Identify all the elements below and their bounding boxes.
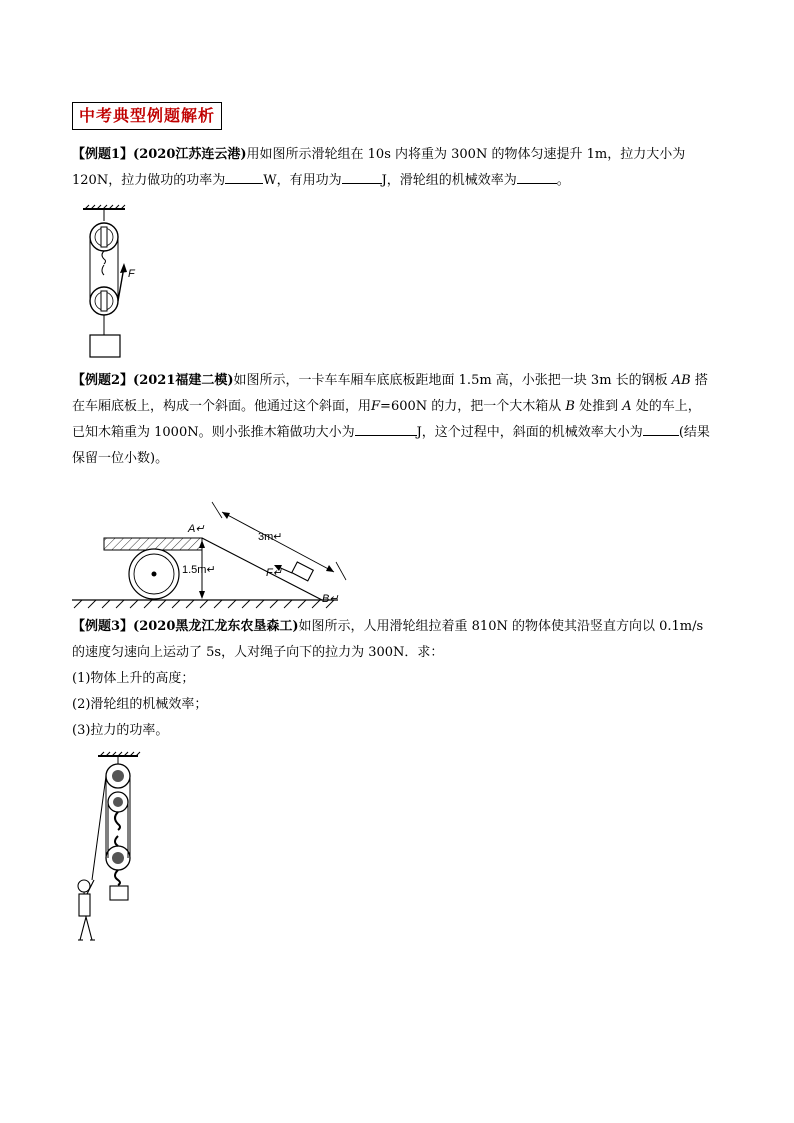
example-2-text-b: 搭 xyxy=(690,373,708,388)
example-1-tag: 【例题1】 xyxy=(72,147,134,162)
example-2-text-A: A xyxy=(622,399,632,414)
question-1: (1)物体上升的高度； xyxy=(72,671,195,686)
example-2-text-ab: AB xyxy=(671,373,691,388)
example-2-text-f: F xyxy=(371,399,381,414)
example-2-text-d: =600N 的力，把一个大木箱从 xyxy=(380,399,566,414)
example-2-text-e: 处推到 xyxy=(574,399,623,414)
example-2-text-g: 处的车上， xyxy=(631,399,701,414)
example-2-line-3 xyxy=(72,420,732,446)
truck-bed xyxy=(104,538,202,550)
answer-blank xyxy=(517,169,557,184)
example-3-source: (2020黑龙江龙东农垦森工) xyxy=(133,619,299,634)
example-1-text-d: 。 xyxy=(556,173,570,188)
example-2-text-j: (结果 xyxy=(678,425,710,440)
point-a-label: A↵ xyxy=(188,523,205,535)
example-2-line-4: 保留一位小数)。 xyxy=(72,451,169,466)
ground-hatch xyxy=(74,600,334,608)
figure-1-pulley-system xyxy=(80,205,160,360)
section-title: 中考典型例题解析 xyxy=(72,102,222,130)
example-2-text-i: J，这个过程中，斜面的机械效率大小为 xyxy=(416,425,643,440)
person-figure xyxy=(78,880,95,940)
example-1-text xyxy=(72,142,732,194)
answer-blank xyxy=(342,169,382,184)
example-3-line-2: 的速度匀速向上运动了 5s，人对绳子向下的拉力为 300N．求： xyxy=(72,645,444,660)
figure-3-person-pulley xyxy=(70,752,160,947)
example-3-text xyxy=(72,614,732,744)
example-2-text xyxy=(72,368,732,472)
load-block xyxy=(90,335,120,357)
example-1-line-1 xyxy=(72,142,732,168)
example-1-source: (2020江苏连云港) xyxy=(133,147,247,162)
height-label: 1.5m↵ xyxy=(182,564,216,576)
hook-icon xyxy=(115,812,120,830)
answer-blank xyxy=(355,421,417,436)
example-2-line-2 xyxy=(72,394,732,420)
example-1-text-c: J，滑轮组的机械效率为 xyxy=(381,173,517,188)
example-3-text-a: 如图所示，人用滑轮组拉着重 810N 的物体使其沿竖直方向以 0.1m/s xyxy=(298,619,704,634)
example-1-text-a: 120N，拉力做功的功率为 xyxy=(72,173,226,188)
answer-blank xyxy=(225,169,263,184)
example-2-tag: 【例题2】 xyxy=(72,373,134,388)
length-label: 3m↵ xyxy=(258,531,283,543)
pull-rope xyxy=(92,776,106,880)
example-2-text-a: 如图所示，一卡车车厢车底底板距地面 1.5m 高，小张把一块 3m 长的钢板 xyxy=(233,373,672,388)
example-3-tag: 【例题3】 xyxy=(72,619,134,634)
hook-icon xyxy=(102,251,106,264)
question-3: (3)拉力的功率。 xyxy=(72,723,169,738)
example-1-line-1-text: 用如图所示滑轮组在 10s 内将重为 300N 的物体匀速提升 1m，拉力大小为 xyxy=(246,147,686,162)
wooden-box xyxy=(292,562,313,581)
question-2: (2)滑轮组的机械效率； xyxy=(72,697,208,712)
example-2-source: (2021福建二模) xyxy=(133,373,234,388)
point-b-label: B↵ xyxy=(322,593,339,605)
example-1-text-b: W，有用功为 xyxy=(263,173,342,188)
example-2-text-h: 已知木箱重为 1000N。则小张推木箱做功大小为 xyxy=(72,425,355,440)
force-arrow-icon xyxy=(120,263,127,273)
load-block xyxy=(110,886,128,900)
example-2-text-c: 在车厢底板上，构成一个斜面。他通过这个斜面，用 xyxy=(72,399,372,414)
answer-blank xyxy=(643,421,679,436)
example-2-text-B: B xyxy=(565,399,575,414)
figure-2-incline xyxy=(70,498,360,610)
example-3-line-1 xyxy=(72,614,732,640)
force-label: F xyxy=(128,268,135,280)
force-label: F↵ xyxy=(266,567,282,579)
example-2-line-1 xyxy=(72,368,732,394)
example-1-line-2 xyxy=(72,168,732,194)
